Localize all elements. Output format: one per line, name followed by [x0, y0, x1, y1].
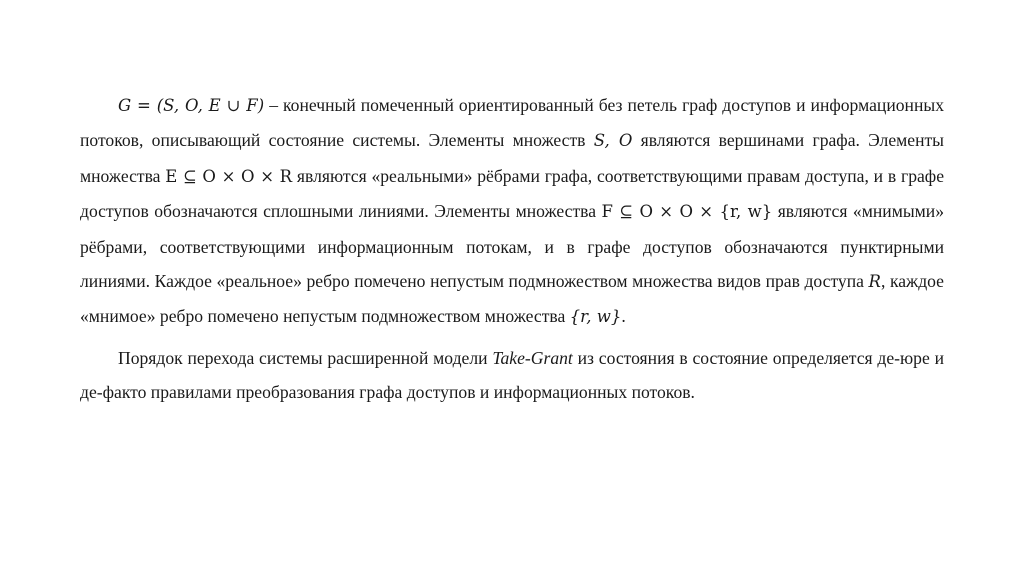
text-segment: из состояния в состояние определяется де-юре и де-факто правилами преобразования графа доступов и информационных потоков.	[80, 347, 944, 403]
text-segment: являются вершинами графа. Элементы множества	[80, 130, 945, 186]
formula-imaginary-edges: F ⊆ O × O × {r, w}	[601, 202, 773, 222]
paragraph-transition-rules	[80, 341, 944, 410]
document-text-body	[80, 88, 944, 410]
text-segment: являются «мнимыми» рёбрами, соответствующими информационным потокам, и в графе доступов обозначаются пунктирными линиями. Каждое «реальное» ребро помечено непустым подмножеством множества видов прав доступа	[80, 201, 944, 292]
text-segment: Порядок перехода системы расширенной модели	[118, 347, 493, 368]
text-segment: .	[621, 306, 626, 327]
text-segment: являются «реальными» рёбрами графа, соответствующими правам доступа, и в графе доступов обозначаются сплошными линиями. Элементы множества	[80, 165, 945, 222]
model-name: Take-Grant	[492, 347, 573, 368]
formula-real-edges: E ⊆ O × O × R	[165, 166, 293, 186]
text-segment: , каждое «мнимое» ребро помечено непустым подмножеством множества	[80, 271, 944, 327]
formula-rights-set: R	[868, 272, 881, 292]
paragraph-graph-definition	[80, 88, 944, 335]
formula-vertices: S, O	[593, 131, 633, 151]
text-segment: – конечный помеченный ориентированный без петель граф доступов и информационных потоков, описывающий состояние системы. Элементы множеств	[80, 95, 944, 151]
formula-rw-set: {r, w}	[569, 307, 622, 327]
formula-graph: G = (S, O, E ∪ F)	[118, 96, 265, 115]
